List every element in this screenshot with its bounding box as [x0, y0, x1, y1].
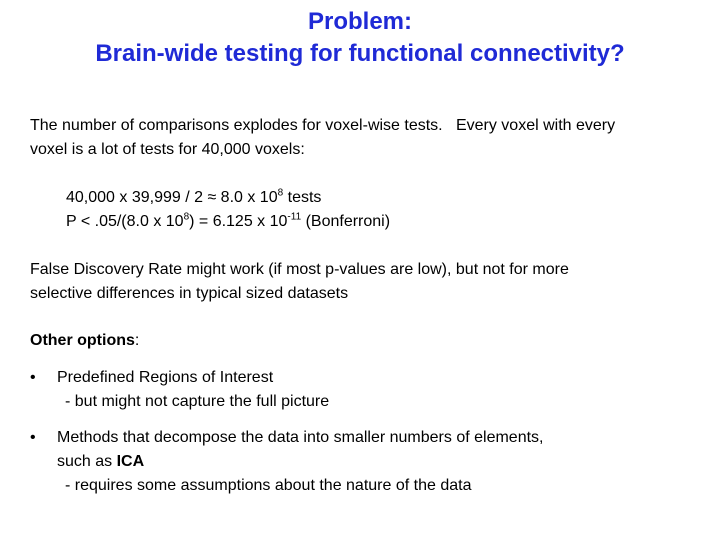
bullet-sub-line: - requires some assumptions about the nature of the data: [65, 477, 472, 494]
bullet-line: Predefined Regions of Interest: [57, 369, 274, 386]
calc-text: tests: [283, 189, 322, 206]
bullet-line: [57, 450, 543, 474]
fdr-paragraph: [30, 258, 700, 306]
intro-line-2: voxel is a lot of tests for 40,000 voxels:: [30, 141, 305, 158]
bullet-line: Methods that decompose the data into smaller numbers of elements,: [57, 429, 544, 446]
bullet-icon: •: [30, 429, 36, 446]
intro-line-1: The number of comparisons explodes for voxel-wise tests. Every voxel with every: [30, 117, 616, 134]
calc-exponent: 8: [277, 187, 284, 199]
other-options-heading: [30, 329, 700, 353]
calc-line-tests: [66, 186, 390, 210]
fdr-line-2: selective differences in typical sized datasets: [30, 285, 349, 302]
other-options-colon: :: [134, 332, 140, 349]
bullet-text: such as: [57, 453, 117, 470]
calc-text: (Bonferroni): [301, 213, 391, 230]
bullet-icon: •: [30, 369, 36, 386]
fdr-line-1: False Discovery Rate might work (if most p-values are low), but not for more: [30, 261, 569, 278]
title-line-1: Problem:: [307, 8, 412, 35]
calc-exponent: 8: [183, 211, 190, 223]
intro-paragraph: [30, 114, 700, 162]
calc-text: 40,000 x 39,999 / 2 ≈ 8.0 x 10: [66, 189, 278, 206]
calculation-block: [66, 186, 390, 234]
calc-line-bonferroni: [66, 210, 390, 234]
ica-term: ICA: [116, 453, 145, 470]
calc-text: ) = 6.125 x 10: [189, 213, 288, 230]
calc-text: P < .05/(8.0 x 10: [66, 213, 184, 230]
bullet-sub-line: - but might not capture the full picture: [65, 393, 330, 410]
slide-title: [0, 6, 720, 70]
bullet-body: [57, 366, 329, 414]
bullet-body: [57, 426, 543, 498]
title-line-2: Brain-wide testing for functional connectivity?: [95, 40, 625, 67]
calc-exponent: -11: [287, 211, 302, 223]
other-options-label: Other options: [30, 332, 135, 349]
